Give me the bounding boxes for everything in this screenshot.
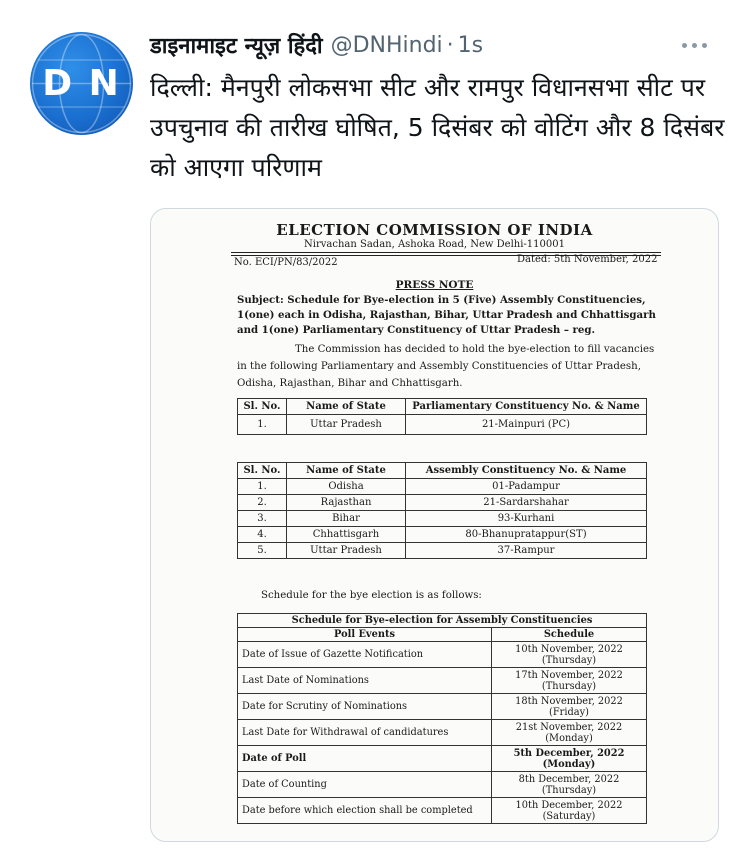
press-note-document [151,209,718,841]
table-cell: 93-Kurhani [406,511,647,527]
more-options-icon[interactable] [682,36,716,54]
table-header: Name of State [287,399,406,415]
table-header: Sl. No. [238,463,287,479]
table-row [238,720,647,746]
table-cell: 2. [238,495,287,511]
poll-event: Date for Scrutiny of Nominations [238,694,492,720]
tweet-header [150,28,720,62]
table-cell: 37-Rampur [406,543,647,559]
schedule-date: 5th December, 2022 (Monday) [492,746,647,772]
tweet-timestamp[interactable]: 1s [457,32,484,58]
table-row [238,543,647,559]
poll-event: Last Date of Nominations [238,668,492,694]
schedule-date: 10th December, 2022 (Saturday) [492,798,647,824]
schedule-date: 18th November, 2022 (Friday) [492,694,647,720]
table-header: Schedule [492,628,647,642]
table-row [238,668,647,694]
poll-event: Date of Poll [238,746,492,772]
table-row [238,415,647,435]
table-cell: 1. [238,479,287,495]
table-header: Sl. No. [238,399,287,415]
document-address: Nirvachan Sadan, Ashoka Road, New Delhi-110001 [304,239,565,250]
table-cell: 21-Mainpuri (PC) [406,415,647,435]
poll-event: Date before which election shall be completed [238,798,492,824]
assembly-constituency-table [237,462,647,559]
table-row [238,772,647,798]
table-cell: 1. [238,415,287,435]
table-row [238,527,647,543]
author-name[interactable]: डाइनामाइट न्यूज़ हिंदी [150,34,323,59]
document-title: ELECTION COMMISSION OF INDIA [276,221,593,239]
table-cell: 4. [238,527,287,543]
table-cell: Odisha [287,479,406,495]
subject-line: Subject: Schedule for Bye-election in 5 (Five) Assembly Constituencies, 1(one) each in Odisha, Rajasthan, Bihar, Uttar Pradesh and Chhattisgarh and 1(one) Parliamentary Constituency of Uttar Pradesh – reg. [237,294,656,336]
table-row [238,479,647,495]
separator-dot: · [446,32,454,58]
schedule-table [237,613,647,824]
schedule-date: 21st November, 2022 (Monday) [492,720,647,746]
intro-paragraph [237,341,662,392]
press-note-heading: PRESS NOTE [395,279,474,291]
table-header: Assembly Constituency No. & Name [406,463,647,479]
table-cell: 80-Bhanupratappur(ST) [406,527,647,543]
intro-text: The Commission has decided to hold the bye-election to fill vacancies in the following Parliamentary and Assembly Constituencies of Uttar Pradesh, Odisha, Rajasthan, Bihar and Chhattisgarh. [237,344,655,389]
table-header: Parliamentary Constituency No. & Name [406,399,647,415]
table-cell: 5. [238,543,287,559]
table-cell: Bihar [287,511,406,527]
parliamentary-constituency-table [237,398,647,435]
document-date: Dated: 5th November, 2022 [517,254,658,265]
poll-event: Date of Counting [238,772,492,798]
table-row [238,694,647,720]
table-row [238,642,647,668]
author-handle[interactable]: @DNHindi [330,32,443,58]
avatar[interactable] [30,32,133,135]
poll-event: Last Date for Withdrawal of candidatures [238,720,492,746]
table-cell: Chhattisgarh [287,527,406,543]
schedule-date: 10th November, 2022 (Thursday) [492,642,647,668]
reference-number: No. ECI/PN/83/2022 [234,257,338,268]
table-header: Poll Events [238,628,492,642]
avatar-logo-text: D N [42,63,121,104]
table-cell: Rajasthan [287,495,406,511]
tweet-media-image[interactable] [150,208,719,842]
table-cell: Uttar Pradesh [287,415,406,435]
table-cell: 01-Padampur [406,479,647,495]
table-row [238,798,647,824]
schedule-lead-text: Schedule for the bye election is as follows: [261,590,482,601]
schedule-table-title: Schedule for Bye-election for Assembly Constituencies [238,614,647,628]
table-row [238,746,647,772]
schedule-date: 17th November, 2022 (Thursday) [492,668,647,694]
divider [231,252,661,253]
table-header: Name of State [287,463,406,479]
table-row [238,511,647,527]
table-cell: Uttar Pradesh [287,543,406,559]
table-row [238,495,647,511]
table-cell: 3. [238,511,287,527]
table-cell: 21-Sardarshahar [406,495,647,511]
schedule-date: 8th December, 2022 (Thursday) [492,772,647,798]
tweet-text: दिल्ली: मैनपुरी लोकसभा सीट और रामपुर विधानसभा सीट पर उपचुनाव की तारीख घोषित, 5 दिसंबर को वोटिंग और 8 दिसंबर को आएगा परिणाम [150,73,725,182]
poll-event: Date of Issue of Gazette Notification [238,642,492,668]
